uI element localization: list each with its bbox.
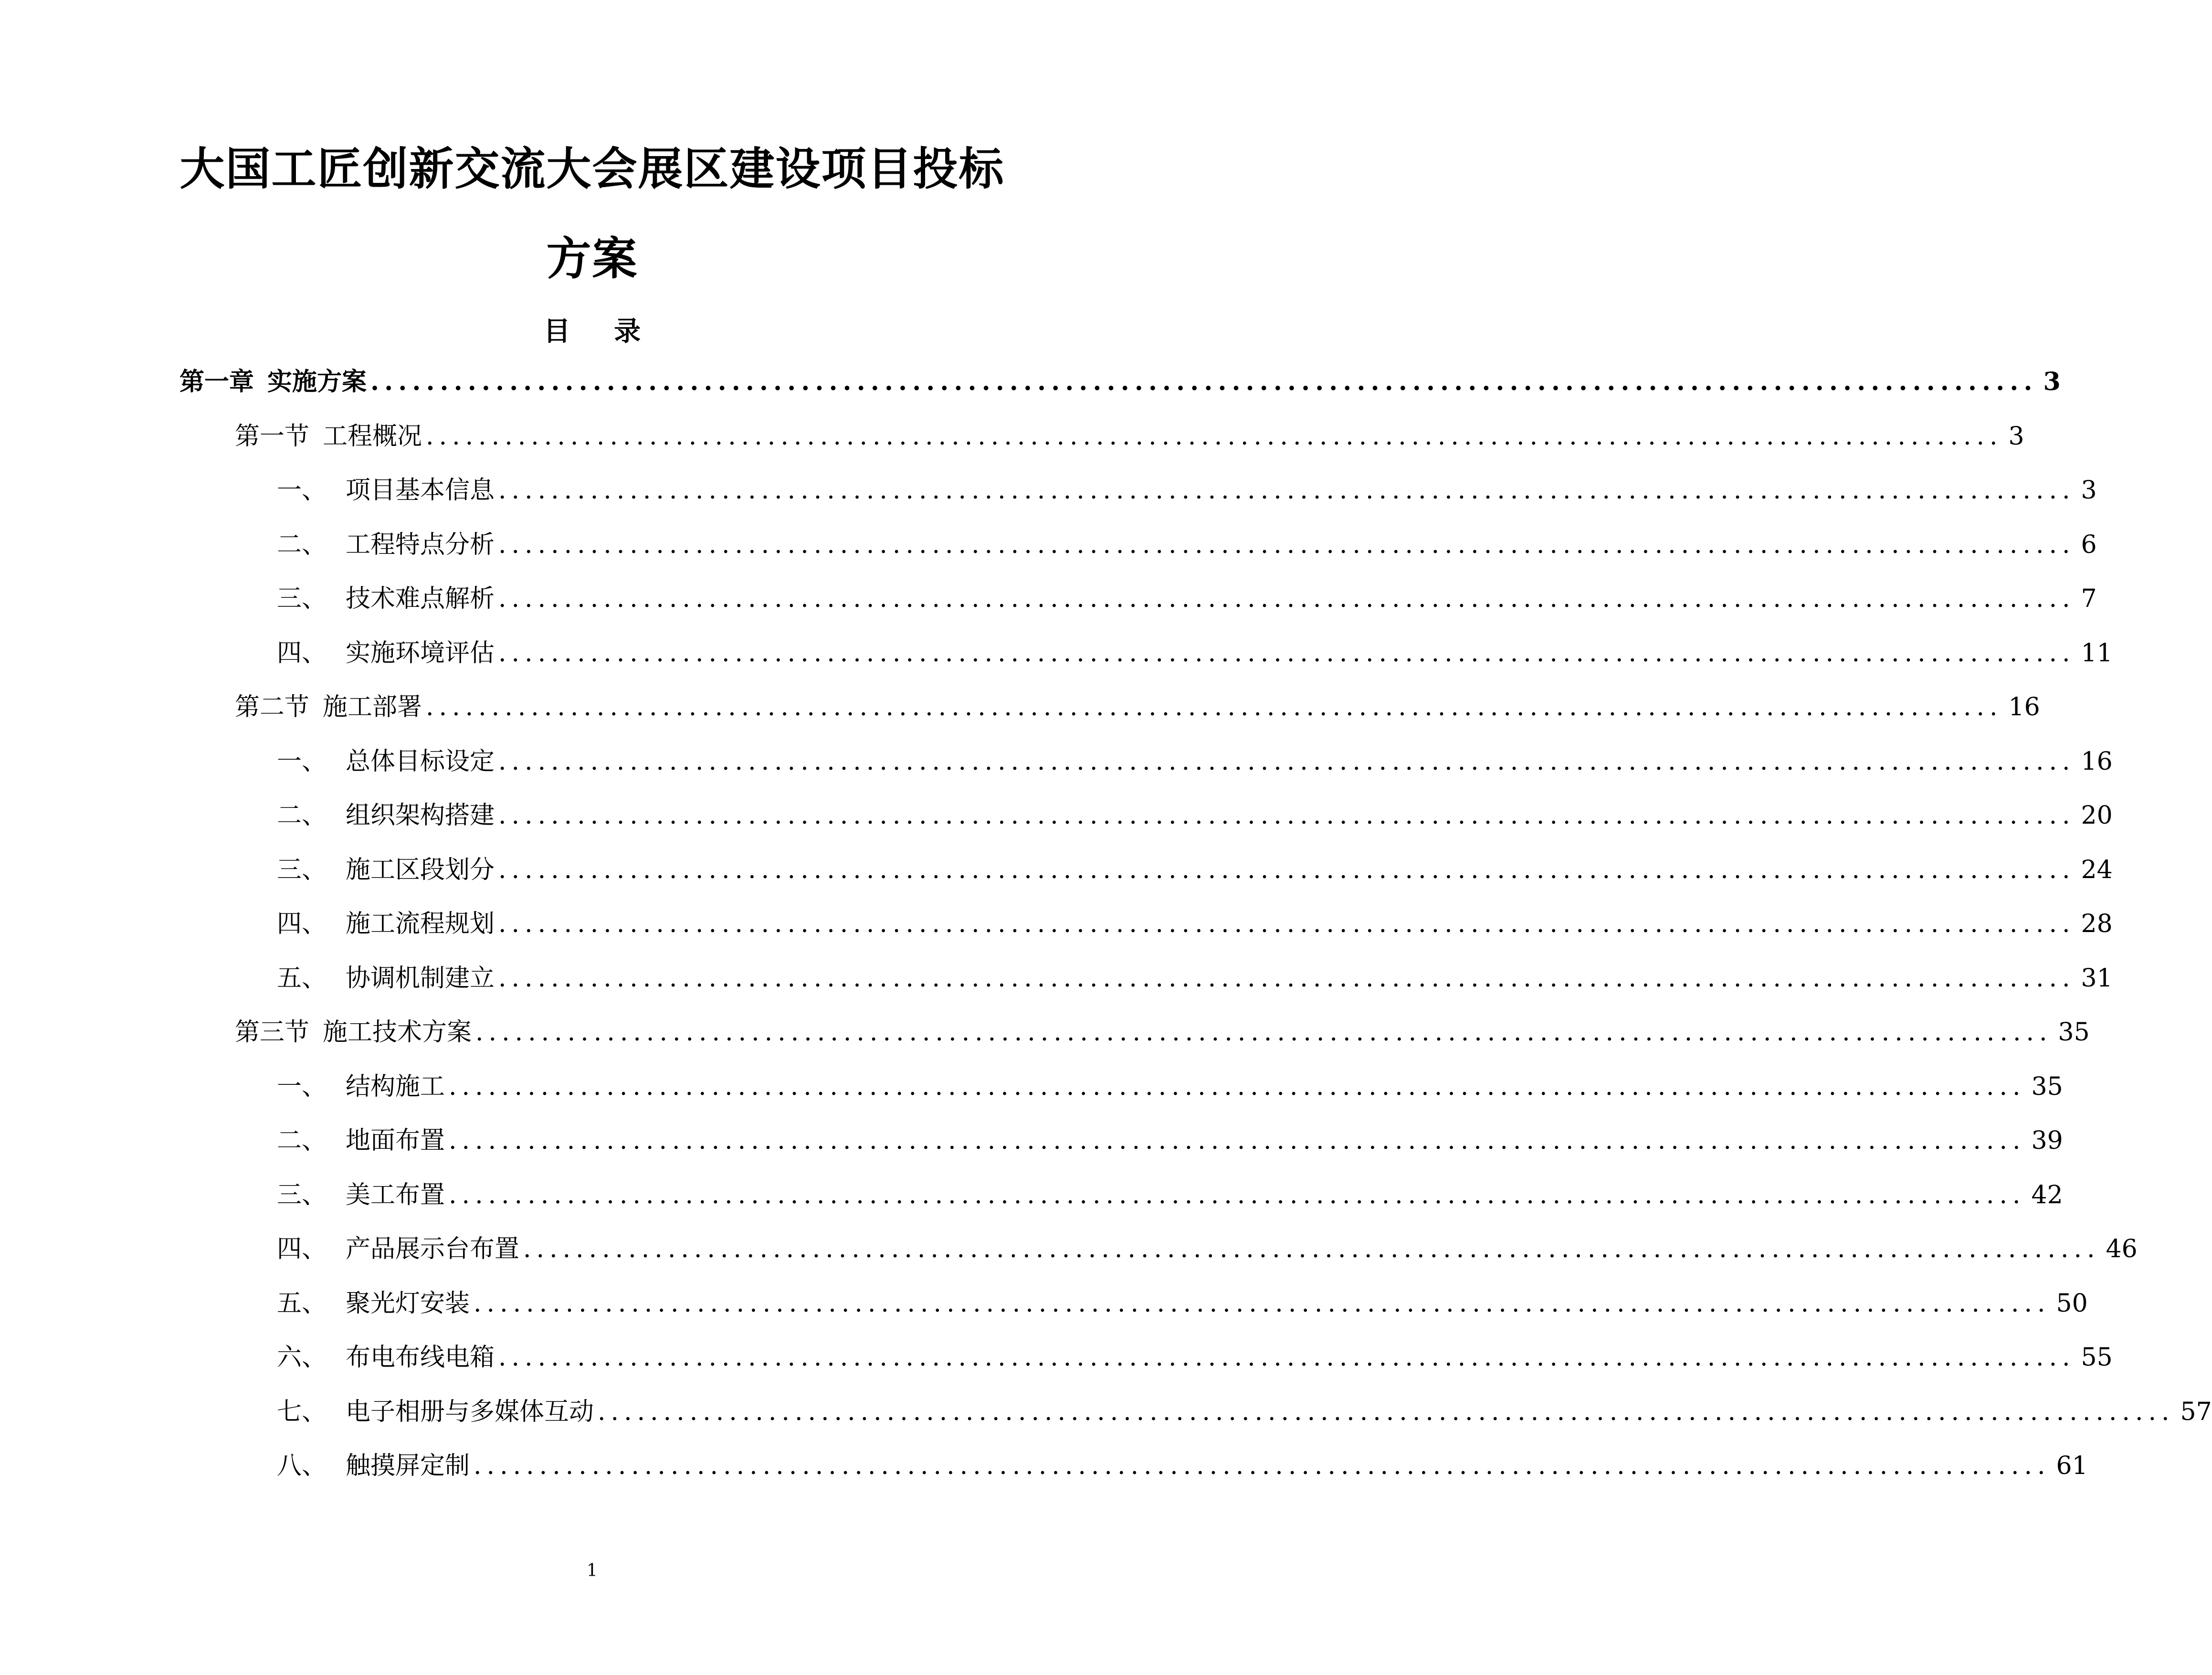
toc-entry-number: 四、 — [277, 638, 327, 668]
toc-dot-leader: ........................................................................................................................ — [498, 584, 2075, 613]
toc-entry-label — [277, 471, 495, 509]
toc-entry-title: 技术难点解析 — [346, 584, 495, 613]
toc-entry-label — [235, 417, 422, 456]
toc-entry[interactable] — [277, 1447, 2088, 1485]
toc-entry-title: 总体目标设定 — [346, 747, 495, 776]
toc-entry-label — [277, 634, 495, 672]
document-title: 大国工匠创新交流大会展区建设项目投标 — [179, 143, 1005, 195]
toc-entry-number: 二、 — [277, 1126, 327, 1155]
toc-entry-title: 实施方案 — [267, 368, 367, 396]
document-title-continued: 方案 — [546, 233, 638, 285]
toc-dot-leader: ........................................................................................................................ — [426, 422, 2003, 451]
toc-entry-number: 第一节 — [235, 422, 310, 451]
toc-entry-label — [277, 1338, 495, 1377]
toc-dot-leader: ........................................................................................................................ — [474, 1452, 2051, 1480]
toc-entry-page: 3 — [2081, 476, 2097, 505]
toc-entry[interactable] — [179, 363, 2061, 401]
toc-entry-number: 四、 — [277, 910, 327, 938]
toc-entry-title: 电子相册与多媒体互动 — [346, 1397, 594, 1426]
toc-entry[interactable] — [277, 742, 2113, 781]
toc-entry-number: 八、 — [277, 1452, 327, 1480]
toc-entry-title: 施工技术方案 — [323, 1018, 472, 1047]
toc-entry-title: 工程概况 — [323, 422, 422, 451]
toc-entry-title: 触摸屏定制 — [346, 1452, 470, 1480]
toc-dot-leader: ........................................................................................................................ — [498, 747, 2075, 776]
toc-entry-page: 57 — [2180, 1397, 2212, 1426]
toc-entry-page: 20 — [2081, 801, 2113, 830]
toc-entry-title: 结构施工 — [346, 1072, 445, 1101]
toc-entry-number: 三、 — [277, 584, 327, 613]
toc-entry-number: 五、 — [277, 964, 327, 993]
toc-entry[interactable] — [277, 1122, 2063, 1160]
toc-entry[interactable] — [235, 1013, 2090, 1051]
toc-entry[interactable] — [277, 1284, 2088, 1323]
toc-entry-label — [277, 1393, 594, 1431]
toc-entry[interactable] — [277, 796, 2113, 835]
toc-entry-page: 35 — [2058, 1018, 2090, 1047]
toc-entry-label — [277, 1122, 445, 1160]
toc-entry-page: 16 — [2008, 693, 2040, 721]
toc-entry[interactable] — [277, 1230, 2138, 1268]
toc-entry-number: 二、 — [277, 801, 327, 830]
toc-entry-number: 二、 — [277, 530, 327, 559]
toc-entry-label — [277, 1176, 445, 1214]
toc-entry-number: 一、 — [277, 476, 327, 505]
toc-entry-page: 55 — [2081, 1343, 2113, 1372]
toc-entry-title: 聚光灯安装 — [346, 1289, 470, 1318]
toc-entry-label — [277, 580, 495, 618]
toc-entry-number: 第二节 — [235, 693, 310, 721]
toc-entry-page: 16 — [2081, 747, 2113, 776]
toc-dot-leader: ........................................................................................................................ — [498, 910, 2075, 938]
toc-dot-leader: ........................................................................................................................ — [498, 1343, 2075, 1372]
toc-entry-page: 7 — [2081, 584, 2097, 613]
toc-entry-number: 四、 — [277, 1235, 327, 1263]
toc-dot-leader: ........................................................................................................................ — [449, 1126, 2026, 1155]
toc-entry-label — [277, 526, 495, 564]
toc-entry-label — [235, 688, 422, 726]
toc-entry-number: 六、 — [277, 1343, 327, 1372]
toc-dot-leader: ........................................................................................................................ — [498, 530, 2075, 559]
toc-entry-number: 五、 — [277, 1289, 327, 1318]
toc-entry-page: 3 — [2008, 422, 2024, 451]
toc-dot-leader: ........................................................................................................................ — [498, 638, 2075, 668]
toc-entry[interactable] — [277, 1338, 2113, 1377]
toc-entry-label — [277, 905, 495, 943]
page-number: 1 — [587, 1561, 598, 1580]
toc-entry[interactable] — [235, 417, 2024, 456]
toc-entry-page: 11 — [2081, 638, 2113, 668]
toc-heading: 目 录 — [543, 316, 658, 347]
toc-entry-title: 实施环境评估 — [346, 638, 495, 668]
toc-entry-page: 31 — [2081, 964, 2113, 993]
toc-entry-label — [277, 742, 495, 781]
toc-entry-title: 工程特点分析 — [346, 530, 495, 559]
toc-entry-label — [277, 851, 495, 889]
toc-dot-leader: ........................................................................................................................ — [449, 1180, 2026, 1209]
toc-entry-number: 七、 — [277, 1397, 327, 1426]
toc-entry-title: 布电布线电箱 — [346, 1343, 495, 1372]
toc-entry-title: 产品展示台布置 — [346, 1235, 520, 1263]
toc-entry-page: 39 — [2031, 1126, 2063, 1155]
toc-entry-title: 施工流程规划 — [346, 910, 495, 938]
toc-dot-leader: ........................................................................................................................ — [449, 1072, 2026, 1101]
toc-entry-label — [277, 1284, 470, 1323]
toc-entry-title: 项目基本信息 — [346, 476, 495, 505]
toc-entry-page: 61 — [2056, 1452, 2088, 1480]
toc-entry[interactable] — [277, 1176, 2063, 1214]
toc-entry[interactable] — [277, 580, 2097, 618]
toc-entry-label — [277, 1447, 470, 1485]
toc-entry-label — [277, 1068, 445, 1106]
toc-entry[interactable] — [277, 1068, 2063, 1106]
toc-entry-title: 地面布置 — [346, 1126, 445, 1155]
toc-entry-label — [277, 959, 495, 997]
toc-entry-number: 三、 — [277, 855, 327, 884]
toc-entry[interactable] — [277, 959, 2113, 997]
toc-entry-number: 第一章 — [179, 368, 254, 396]
toc-entry-number: 三、 — [277, 1180, 327, 1209]
toc-entry[interactable] — [235, 688, 2040, 726]
toc-dot-leader: ........................................................................................................................ — [498, 855, 2075, 884]
toc-dot-leader: ........................................................................................................................ — [598, 1397, 2175, 1426]
toc-dot-leader: ........................................................................................................................ — [426, 693, 2003, 721]
toc-entry-page: 28 — [2081, 910, 2113, 938]
toc-entry-page: 42 — [2031, 1180, 2063, 1209]
toc-entry-label — [277, 1230, 519, 1268]
toc-entry[interactable] — [277, 905, 2113, 943]
toc-dot-leader: ........................................................................................................................ — [498, 964, 2075, 993]
toc-dot-leader: ........................................................................................................................ — [475, 1018, 2053, 1047]
toc-entry-page: 50 — [2056, 1289, 2088, 1318]
toc-entry-title: 施工部署 — [323, 693, 422, 721]
toc-entry[interactable] — [277, 634, 2113, 672]
toc-entry-number: 一、 — [277, 747, 327, 776]
toc-dot-leader: ........................................................................................................................ — [523, 1235, 2100, 1263]
toc-entry-label — [277, 796, 495, 835]
toc-entry-label — [235, 1013, 472, 1051]
toc-dot-leader: ........................................................................................................................ — [370, 367, 2038, 396]
toc-dot-leader: ........................................................................................................................ — [498, 476, 2075, 505]
toc-entry-page: 35 — [2031, 1072, 2063, 1101]
toc-entry-title: 施工区段划分 — [346, 855, 495, 884]
toc-dot-leader: ........................................................................................................................ — [474, 1289, 2051, 1318]
toc-entry[interactable] — [277, 526, 2097, 564]
toc-entry-page: 6 — [2081, 530, 2097, 559]
toc-entry[interactable] — [277, 471, 2097, 509]
toc-entry-title: 美工布置 — [346, 1180, 445, 1209]
toc-entry-title: 组织架构搭建 — [346, 801, 495, 830]
toc-entry-label — [179, 363, 367, 401]
toc-entry-number: 一、 — [277, 1072, 327, 1101]
toc-entry-page: 3 — [2043, 367, 2061, 396]
toc-entry-page: 24 — [2081, 855, 2113, 884]
toc-entry[interactable] — [277, 851, 2113, 889]
toc-dot-leader: ........................................................................................................................ — [498, 801, 2075, 830]
toc-entry-title: 协调机制建立 — [346, 964, 495, 993]
toc-entry-number: 第三节 — [235, 1018, 310, 1047]
toc-entry-page: 46 — [2106, 1235, 2138, 1263]
toc-entry[interactable] — [277, 1393, 2212, 1431]
